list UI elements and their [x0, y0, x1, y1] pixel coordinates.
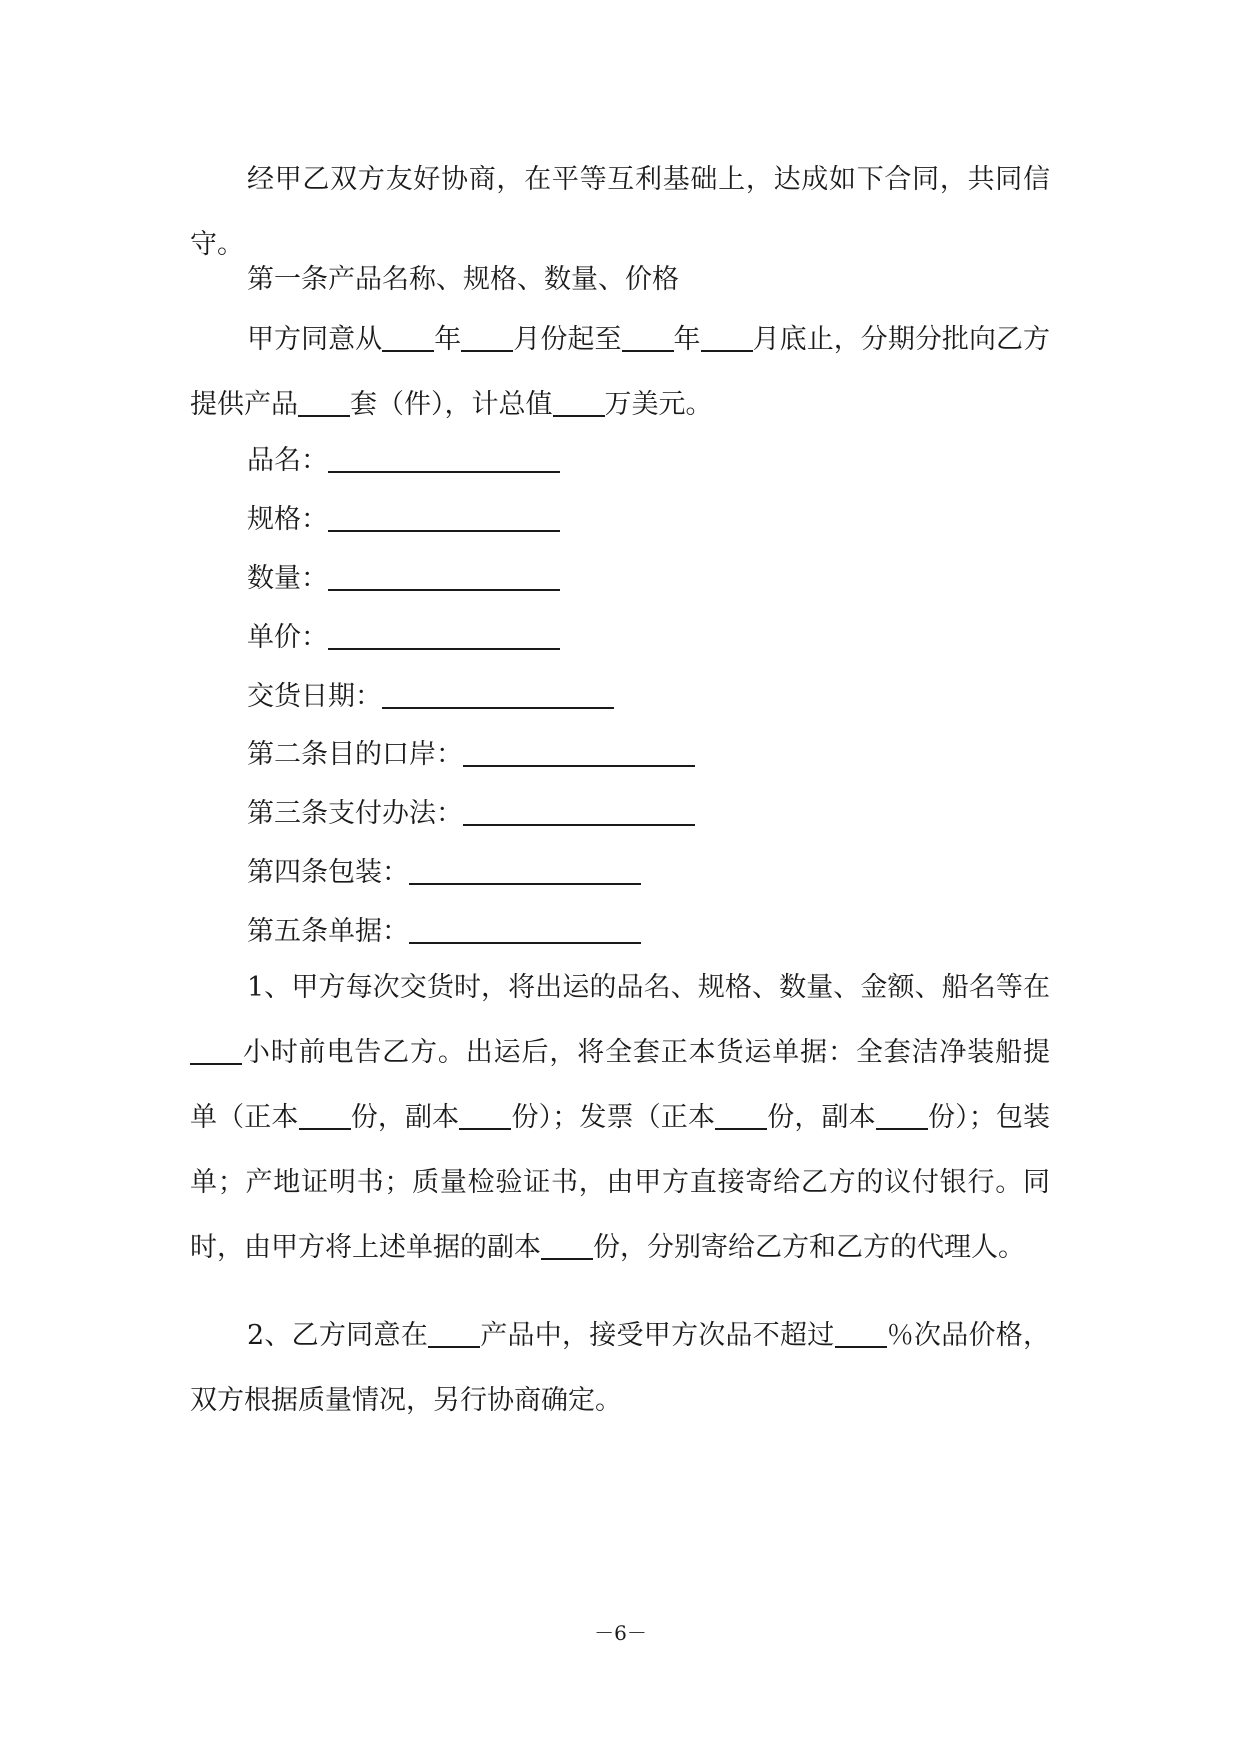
invoice-original-blank	[715, 1100, 767, 1130]
article4-packing: 第四条包装：	[190, 840, 1050, 905]
page-number: －6－	[594, 1621, 647, 1645]
intro-paragraph: 经甲乙双方友好协商，在平等互利基础上，达成如下合同，共同信守。	[190, 164, 1050, 260]
product-name-blank	[328, 443, 560, 473]
quantity-field: 数量：	[190, 546, 1050, 611]
article1-title: 第一条产品名称、规格、数量、价格	[247, 264, 679, 295]
clause1-paragraph: 1、甲方每次交货时，将出运的品名、规格、数量、金额、船名等在小时前电告乙方。出运后，将全套正本货运单据：全套洁净装船提单（正本 份，副本 份）；发票（正本 份，副本 份）；包装单；产地证明书；质量检验证书，由甲方直接寄给乙方的议付银行。同时，由甲方将上述单据的副本 份，分别寄给乙方和乙方的代理人。	[190, 972, 1051, 1263]
documents-blank	[409, 914, 641, 944]
product-name-field: 品名：	[190, 428, 1050, 493]
invoice-copy-blank	[876, 1100, 928, 1130]
year-end-blank	[622, 322, 674, 352]
set-count-blank	[298, 387, 350, 417]
month-end-blank	[701, 322, 753, 352]
article3-payment: 第三条支付办法：	[190, 781, 1050, 846]
product-scope-blank	[428, 1318, 480, 1348]
spec-blank	[328, 502, 560, 532]
defect-percent-blank	[835, 1318, 887, 1348]
port-blank	[463, 737, 695, 767]
unit-price-blank	[328, 620, 560, 650]
bl-original-blank	[299, 1100, 351, 1130]
month-start-blank	[461, 322, 513, 352]
delivery-date-blank	[382, 679, 614, 709]
hours-blank	[190, 1035, 242, 1065]
bl-copy-blank	[459, 1100, 511, 1130]
unit-price-field: 单价：	[190, 605, 1050, 670]
quantity-blank	[328, 561, 560, 591]
spec-field: 规格：	[190, 487, 1050, 552]
year-start-blank	[382, 322, 434, 352]
payment-blank	[463, 796, 695, 826]
packing-blank	[409, 855, 641, 885]
article2-port: 第二条目的口岸：	[190, 722, 1050, 787]
document-copies-blank	[541, 1230, 593, 1260]
article1-supply-paragraph: 甲方同意从 年 月份起至 年 月底止，分期分批向乙方提供产品 套（件），计总值 万美元。	[190, 307, 1050, 437]
delivery-date-field: 交货日期：	[190, 664, 1050, 729]
clause2-paragraph: 2、乙方同意在 产品中，接受甲方次品不超过 ％次品价格，双方根据质量情况，另行协商确定。	[190, 1303, 1050, 1433]
total-value-blank	[553, 387, 605, 417]
article5-documents: 第五条单据：	[190, 899, 1050, 964]
